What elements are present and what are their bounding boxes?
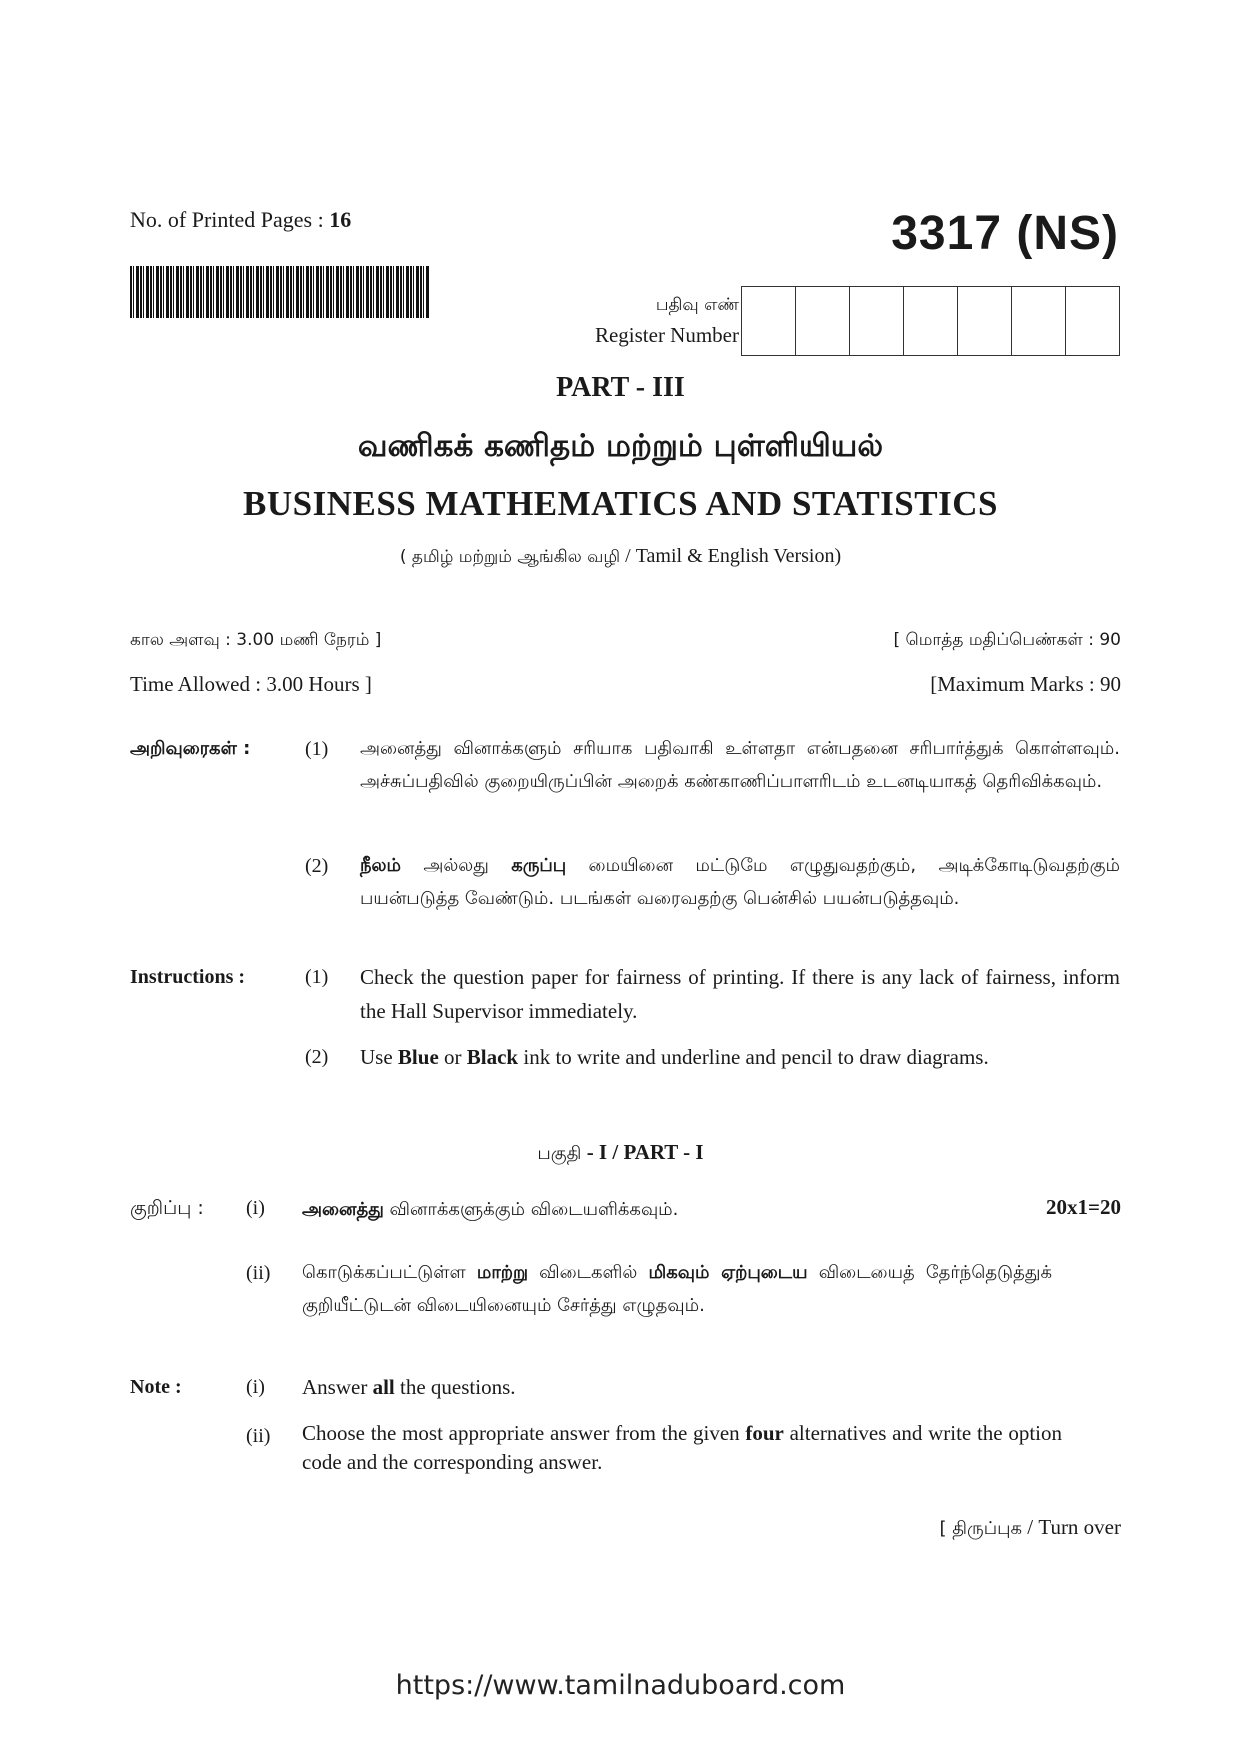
note-text-tamil-2 <box>302 1256 1052 1322</box>
register-digit-box[interactable] <box>958 287 1012 355</box>
instruction-number: (2) <box>305 1046 329 1068</box>
version-english: / Tamil & English Version) <box>625 545 842 567</box>
time-allowed-english: Time Allowed : 3.00 Hours ] <box>130 672 372 696</box>
subject-title-tamil: வணிகக் கணிதம் மற்றும் புள்ளியியல் <box>357 428 884 464</box>
instruction-text-english-2 <box>360 1040 1160 1074</box>
note-number: (ii) <box>246 1262 271 1284</box>
turn-over-english: / Turn over <box>1027 1515 1121 1539</box>
instruction-rest: ink to write and underline and pencil to draw diagrams. <box>518 1045 989 1069</box>
paper-code: 3317 (NS) <box>891 207 1119 260</box>
register-label-tamil: பதிவு எண் <box>655 295 739 315</box>
register-digit-box[interactable] <box>904 287 958 355</box>
instruction-rest-tamil: மையினை மட்டுமே எழுதுவதற்கும், அடிக்கோடிடுவதற்கும் பயன்படுத்த வேண்டும். படங்கள் வரைவதற்கு பென்சில் பயன்படுத்தவும். <box>360 855 1120 909</box>
note-number: (ii) <box>246 1425 271 1447</box>
barcode <box>130 266 430 318</box>
alternative-tamil: மாற்று <box>476 1262 529 1283</box>
most-appropriate-tamil: மிகவும் ஏற்புடைய <box>648 1262 808 1283</box>
note-text-tamil-1 <box>302 1193 952 1226</box>
note-text-english-2 <box>302 1419 1062 1477</box>
subject-title-english: BUSINESS MATHEMATICS AND STATISTICS <box>243 484 998 523</box>
or-tamil: அல்லது <box>400 855 512 876</box>
instruction-number: (2) <box>305 855 329 877</box>
part-one-heading <box>0 1140 1241 1166</box>
four-text: four <box>745 1421 784 1445</box>
answer-text: Answer <box>302 1375 373 1399</box>
instructions-label-tamil: அறிவுரைகள் : <box>130 738 251 759</box>
black-ink-tamil: கருப்பு <box>511 855 567 876</box>
blue-ink-tamil: நீலம் <box>360 855 401 876</box>
register-digit-box[interactable] <box>796 287 850 355</box>
max-marks-tamil: [ மொத்த மதிப்பெண்கள் : 90 <box>893 630 1121 650</box>
note-rest-english-1: the questions. <box>394 1375 516 1399</box>
note-number: (i) <box>246 1376 265 1398</box>
time-allowed-tamil: கால அளவு : 3.00 மணி நேரம் ] <box>130 630 382 650</box>
or-text: or <box>438 1045 467 1069</box>
register-digit-box[interactable] <box>1066 287 1119 355</box>
instruction-number: (1) <box>305 738 329 760</box>
instruction-text-english-1: Check the question paper for fairness of printing. If there is any lack of fairness, inform the Hall Supervisor immediately. <box>360 965 1120 1023</box>
black-ink: Black <box>466 1045 519 1069</box>
source-url[interactable]: https://www.tamilnaduboard.com <box>395 1670 846 1701</box>
note-rest-tamil-1: வினாக்களுக்கும் விடையளிக்கவும். <box>383 1199 679 1220</box>
part-one-marks: 20x1=20 <box>1046 1195 1121 1219</box>
printed-pages-value: 16 <box>329 207 352 232</box>
instruction-number: (1) <box>305 966 329 988</box>
register-digit-box[interactable] <box>742 287 796 355</box>
printed-pages <box>130 207 351 233</box>
register-digit-box[interactable] <box>1012 287 1066 355</box>
register-label-english: Register Number <box>594 323 739 347</box>
max-marks-english: [Maximum Marks : 90 <box>930 672 1121 696</box>
part-heading: PART - III <box>556 372 685 403</box>
all-text: all <box>372 1375 395 1399</box>
register-number-label <box>595 290 739 350</box>
use-text: Use <box>360 1045 398 1069</box>
answers-tamil: விடைகளில் <box>528 1262 649 1283</box>
note-text-english-1 <box>302 1370 1062 1404</box>
register-digit-box[interactable] <box>850 287 904 355</box>
printed-pages-label: No. of Printed Pages : <box>130 207 324 232</box>
turn-over-tamil: [ திருப்புக <box>939 1518 1023 1539</box>
given-tamil: கொடுக்கப்பட்டுள்ள <box>302 1262 477 1283</box>
choose-text: Choose the most appropriate answer from the given <box>302 1421 746 1445</box>
note-number: (i) <box>246 1197 265 1219</box>
instruction-text-tamil-1: அனைத்து வினாக்களும் சரியாக பதிவாகி உள்ளதா என்பதனை சரிபார்த்துக் கொள்ளவும். அச்சுப்பதிவில் குறையிருப்பின் அறைக் கண்காணிப்பாளரிடம் உடனடியாகத் தெரிவிக்கவும். <box>360 738 1120 792</box>
note-label-tamil: குறிப்பு : <box>130 1197 204 1219</box>
register-number-boxes[interactable] <box>741 286 1120 356</box>
part-one-tamil: பகுதி <box>537 1143 582 1164</box>
version-line <box>0 545 1241 569</box>
instructions-label-english: Instructions : <box>130 966 246 988</box>
instruction-text-tamil-2 <box>360 849 1120 915</box>
all-tamil: அனைத்து <box>302 1199 384 1220</box>
blue-ink: Blue <box>397 1045 439 1069</box>
note-rest-english-2: alternatives and write the option code and the corresponding answer. <box>302 1421 1062 1474</box>
turn-over <box>940 1515 1121 1541</box>
note-label-english: Note : <box>130 1376 182 1398</box>
part-one-english: - I / PART - I <box>586 1140 704 1164</box>
version-tamil: ( தமிழ் மற்றும் ஆங்கில வழி <box>399 547 621 567</box>
note-rest-tamil-2: விடையைத் தேர்ந்தெடுத்துக் குறியீட்டுடன் விடையினையும் சேர்த்து எழுதவும். <box>302 1262 1052 1316</box>
